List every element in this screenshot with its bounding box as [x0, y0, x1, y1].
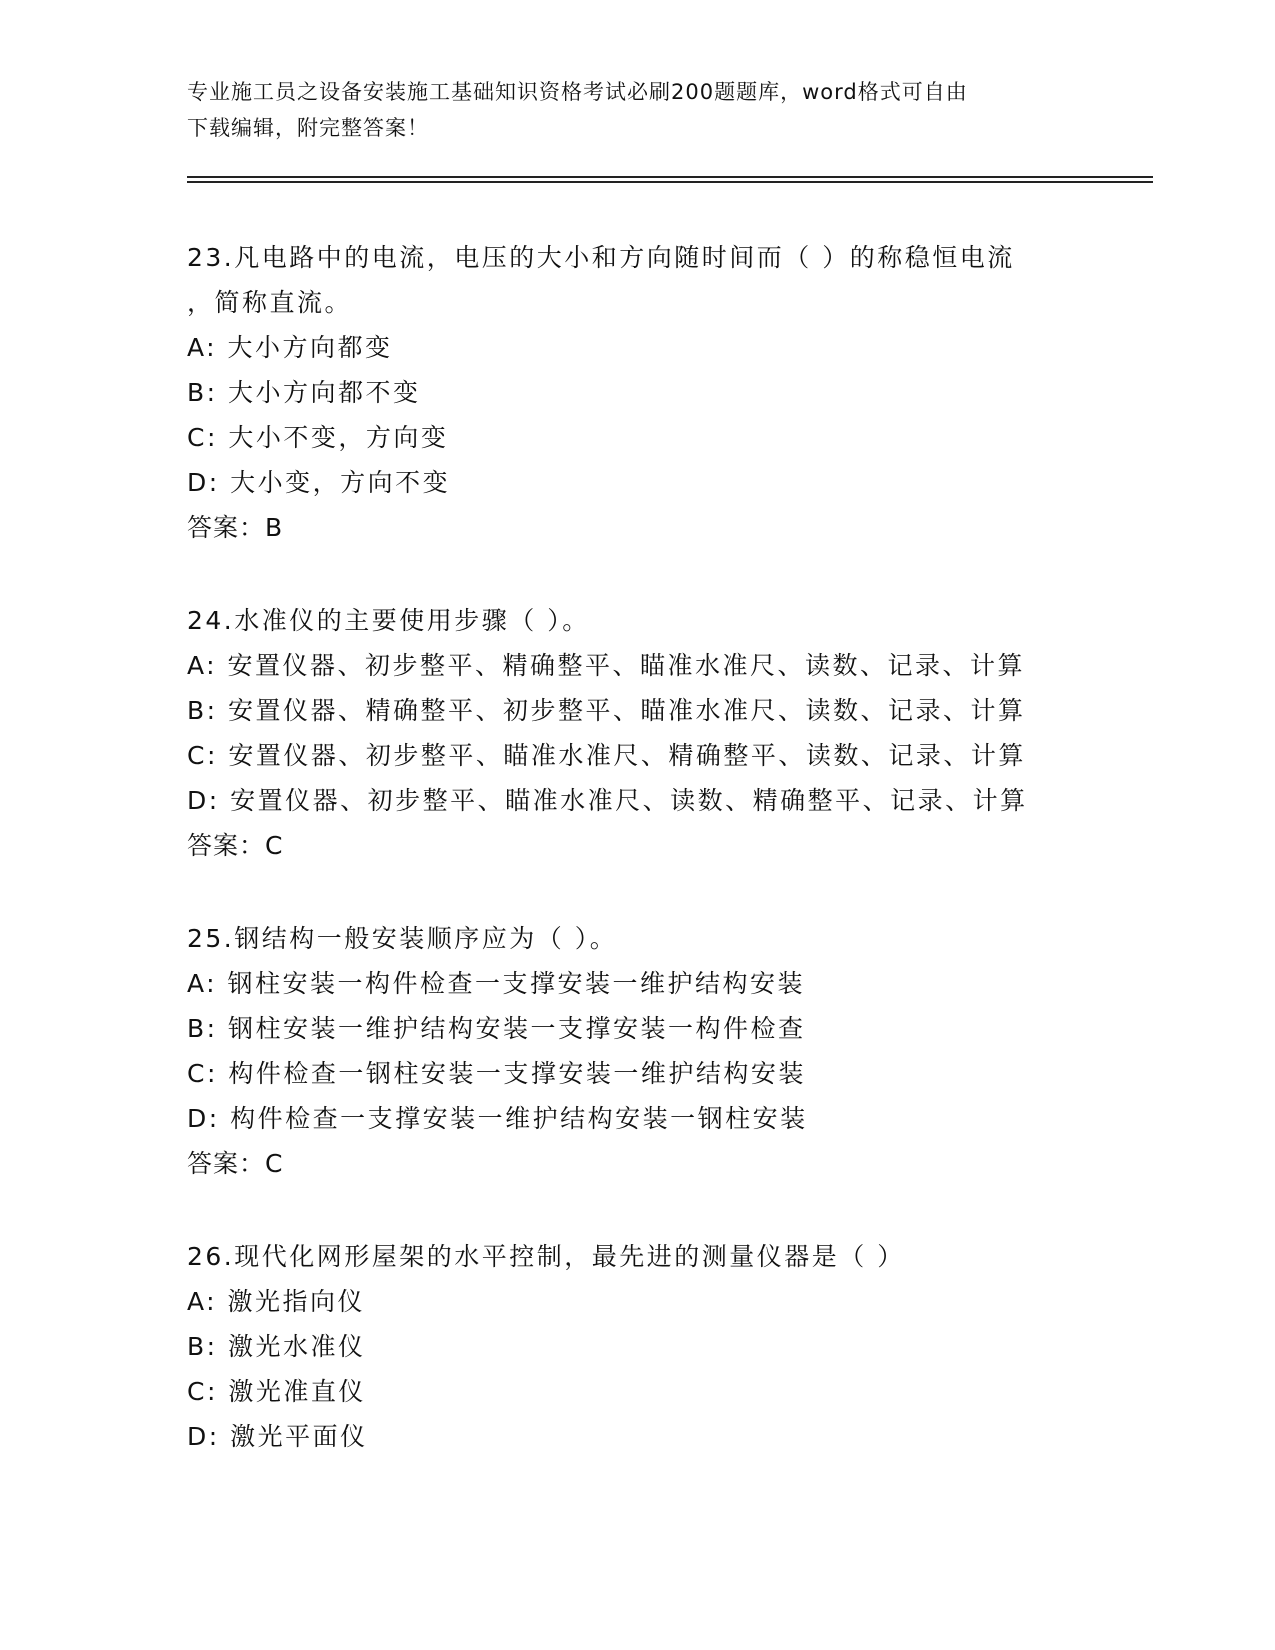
question-23: [187, 235, 1087, 550]
option-b: B: 安置仪器、精确整平、初步整平、瞄准水准尺、读数、记录、计算: [187, 696, 1026, 725]
question-stem-continued: ，简称直流。: [187, 288, 353, 317]
header-divider-bottom: [187, 181, 1153, 183]
header-line-1: 专业施工员之设备安装施工基础知识资格考试必刷200题题库，word格式可自由: [187, 80, 968, 104]
option-b: B: 钢柱安装一维护结构安装一支撑安装一构件检查: [187, 1014, 806, 1043]
header-divider-top: [187, 176, 1153, 178]
option-c: C: 激光准直仪: [187, 1377, 366, 1406]
answer: 答案：C: [187, 1149, 284, 1178]
option-a: A: 激光指向仪: [187, 1287, 366, 1316]
option-d: D: 构件检查一支撑安装一维护结构安装一钢柱安装: [187, 1104, 808, 1133]
option-b: B: 激光水准仪: [187, 1332, 366, 1361]
question-stem: 25.钢结构一般安装顺序应为（ ）。: [187, 924, 618, 953]
question-stem: 23.凡电路中的电流，电压的大小和方向随时间而（ ）的称稳恒电流: [187, 243, 1015, 272]
document-header: [187, 74, 1067, 146]
answer: 答案：B: [187, 513, 284, 542]
question-stem: 24.水准仪的主要使用步骤（ ）。: [187, 606, 590, 635]
option-a: A: 钢柱安装一构件检查一支撑安装一维护结构安装: [187, 969, 806, 998]
header-line-2: 下载编辑，附完整答案！: [187, 116, 429, 140]
option-d: D: 激光平面仪: [187, 1422, 368, 1451]
option-d: D: 安置仪器、初步整平、瞄准水准尺、读数、精确整平、记录、计算: [187, 786, 1028, 815]
option-c: C: 大小不变，方向变: [187, 423, 449, 452]
option-a: A: 安置仪器、初步整平、精确整平、瞄准水准尺、读数、记录、计算: [187, 651, 1026, 680]
question-stem: 26.现代化网形屋架的水平控制，最先进的测量仪器是（ ）: [187, 1242, 905, 1271]
option-d: D: 大小变，方向不变: [187, 468, 451, 497]
option-c: C: 安置仪器、初步整平、瞄准水准尺、精确整平、读数、记录、计算: [187, 741, 1026, 770]
option-b: B: 大小方向都不变: [187, 378, 421, 407]
question-25: [187, 916, 1087, 1186]
answer: 答案：C: [187, 831, 284, 860]
question-26: [187, 1234, 1087, 1459]
option-a: A: 大小方向都变: [187, 333, 393, 362]
question-24: [187, 598, 1087, 868]
option-c: C: 构件检查一钢柱安装一支撑安装一维护结构安装: [187, 1059, 806, 1088]
